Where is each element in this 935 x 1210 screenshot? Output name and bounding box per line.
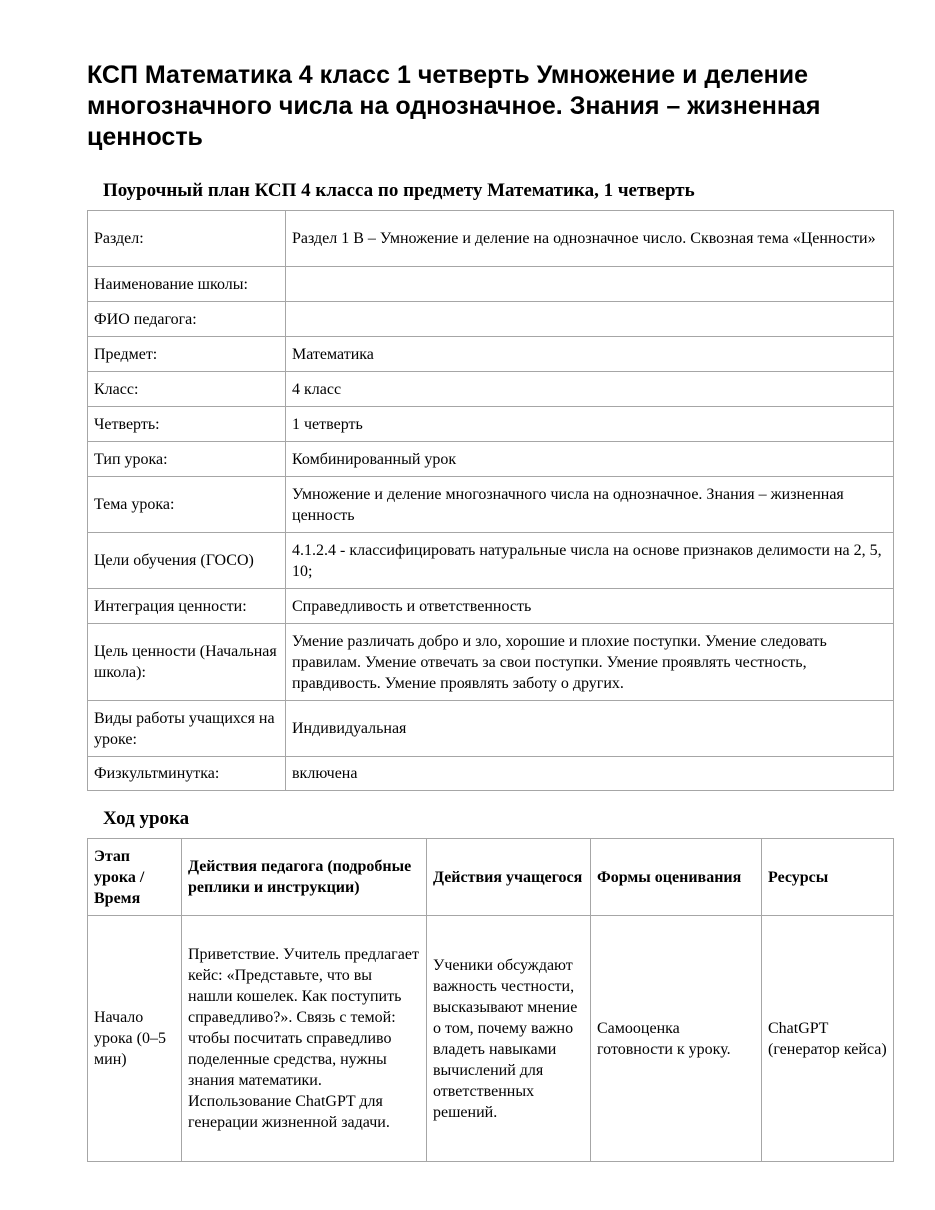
info-label: Цели обучения (ГОСО): [88, 533, 286, 589]
header-resources: Ресурсы: [762, 839, 894, 916]
header-student-actions: Действия учащегося: [427, 839, 591, 916]
table-row: [88, 916, 894, 1162]
info-label: Раздел:: [88, 211, 286, 267]
info-label: Предмет:: [88, 337, 286, 372]
table-row: [88, 477, 894, 533]
table-row: [88, 407, 894, 442]
table-row: [88, 757, 894, 791]
table-row: [88, 302, 894, 337]
info-label: Интеграция ценности:: [88, 589, 286, 624]
info-value: Умение различать добро и зло, хорошие и плохие поступки. Умение следовать правилам. Умение отвечать за свои поступки. Умение проявлять честность, правдивость. Умение проявлять заботу о других.: [286, 624, 894, 701]
info-value: 4 класс: [286, 372, 894, 407]
resources-cell: ChatGPT (генератор кейса): [762, 916, 894, 1162]
table-row: [88, 337, 894, 372]
info-value: включена: [286, 757, 894, 791]
info-value: [286, 302, 894, 337]
table-row: [88, 267, 894, 302]
table-row: [88, 372, 894, 407]
info-label: Тема урока:: [88, 477, 286, 533]
student-actions-cell: Ученики обсуждают важность честности, высказывают мнение о том, почему важно владеть навыками вычислений для ответственных решений.: [427, 916, 591, 1162]
header-teacher-actions: Действия педагога (подробные реплики и инструкции): [182, 839, 427, 916]
info-label: Цель ценности (Начальная школа):: [88, 624, 286, 701]
info-value: Индивидуальная: [286, 701, 894, 757]
info-value: 4.1.2.4 - классифицировать натуральные числа на основе признаков делимости на 2, 5, 10;: [286, 533, 894, 589]
plan-heading: Поурочный план КСП 4 класса по предмету Математика, 1 четверть: [103, 180, 695, 201]
table-row: [88, 624, 894, 701]
info-value: Раздел 1 В – Умножение и деление на однозначное число. Сквозная тема «Ценности»: [286, 211, 894, 267]
teacher-actions-cell: Приветствие. Учитель предлагает кейс: «Представьте, что вы нашли кошелек. Как поступить справедливо?». Связь с темой: чтобы посчитать справедливо поделенные средства, нужны знания математики. Использование ChatGPT для генерации жизненной задачи.: [182, 916, 427, 1162]
table-row: [88, 211, 894, 267]
lesson-info-table: [87, 210, 894, 791]
info-label: Четверть:: [88, 407, 286, 442]
info-value: Умножение и деление многозначного числа на однозначное. Знания – жизненная ценность: [286, 477, 894, 533]
document-title: КСП Математика 4 класс 1 четверть Умножение и деление многозначного числа на однозначное. Знания – жизненная ценность: [87, 61, 821, 151]
table-header-row: [88, 839, 894, 916]
info-value: Справедливость и ответственность: [286, 589, 894, 624]
stage-cell: Начало урока (0–5 мин): [88, 916, 182, 1162]
table-row: [88, 442, 894, 477]
header-stage: Этап урока / Время: [88, 839, 182, 916]
assessment-cell: Самооценка готовности к уроку.: [591, 916, 762, 1162]
table-row: [88, 701, 894, 757]
info-value: 1 четверть: [286, 407, 894, 442]
info-label: Наименование школы:: [88, 267, 286, 302]
table-row: [88, 589, 894, 624]
table-row: [88, 533, 894, 589]
header-assessment: Формы оценивания: [591, 839, 762, 916]
info-label: Тип урока:: [88, 442, 286, 477]
info-label: ФИО педагога:: [88, 302, 286, 337]
lesson-heading: Ход урока: [103, 808, 190, 829]
info-label: Физкультминутка:: [88, 757, 286, 791]
info-label: Виды работы учащихся на уроке:: [88, 701, 286, 757]
info-value: Математика: [286, 337, 894, 372]
info-label: Класс:: [88, 372, 286, 407]
info-value: Комбинированный урок: [286, 442, 894, 477]
lesson-flow-table: [87, 838, 894, 1162]
info-value: [286, 267, 894, 302]
